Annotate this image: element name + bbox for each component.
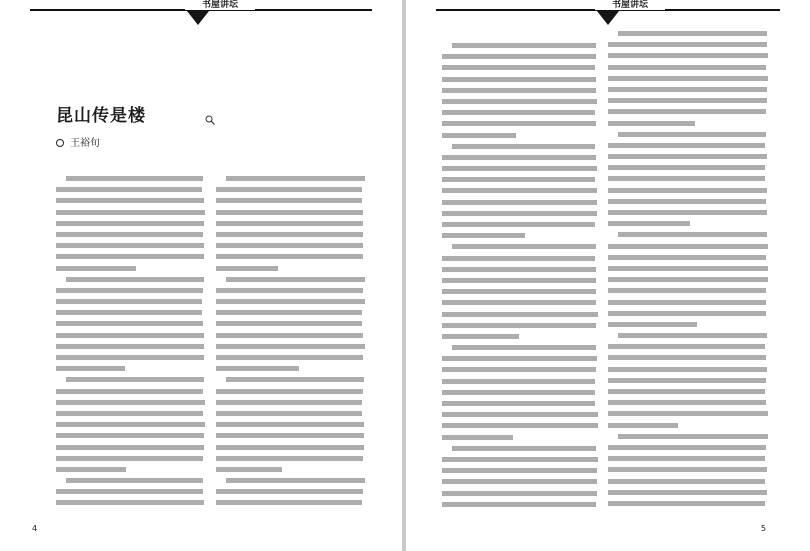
- text-line: [608, 397, 768, 408]
- text-line: [608, 162, 768, 173]
- text-line: [608, 308, 768, 319]
- section-header-label: 书屋讲坛: [185, 0, 255, 10]
- text-line: [56, 341, 205, 352]
- text-line: [442, 376, 598, 387]
- text-line: [56, 442, 205, 453]
- text-line: [442, 309, 598, 320]
- text-line: [442, 85, 598, 96]
- text-line: [56, 173, 205, 184]
- text-line: [442, 163, 598, 174]
- text-line: [442, 331, 598, 342]
- text-line: [608, 297, 768, 308]
- text-line: [216, 251, 365, 262]
- text-line: [608, 229, 768, 240]
- text-line: [56, 453, 205, 464]
- text-line: [608, 73, 768, 84]
- text-line: [442, 275, 598, 286]
- text-line: [608, 28, 768, 39]
- text-line: [608, 319, 768, 330]
- text-line: [608, 408, 768, 419]
- text-line: [442, 342, 598, 353]
- bullet-circle-icon: [56, 139, 64, 147]
- text-line: [608, 129, 768, 140]
- text-line: [56, 408, 205, 419]
- text-line: [56, 274, 205, 285]
- text-line: [56, 195, 205, 206]
- text-line: [608, 39, 768, 50]
- text-line: [442, 152, 598, 163]
- text-line: [608, 151, 768, 162]
- text-line: [56, 475, 205, 486]
- text-line: [442, 174, 598, 185]
- text-line: [216, 374, 365, 385]
- text-line: [442, 443, 598, 454]
- text-line: [216, 229, 365, 240]
- text-line: [216, 330, 365, 341]
- text-line: [608, 420, 768, 431]
- text-line: [216, 408, 365, 419]
- text-line: [216, 419, 365, 430]
- text-line: [442, 409, 598, 420]
- text-line: [216, 307, 365, 318]
- text-line: [56, 307, 205, 318]
- text-line: [56, 207, 205, 218]
- text-line: [608, 241, 768, 252]
- text-line: [216, 341, 365, 352]
- cursor-icon: [205, 115, 215, 125]
- text-line: [56, 486, 205, 497]
- text-line: [442, 353, 598, 364]
- text-line: [608, 487, 768, 498]
- text-line: [442, 130, 598, 141]
- text-line: [442, 499, 598, 510]
- text-line: [608, 364, 768, 375]
- text-line: [56, 419, 205, 430]
- text-line: [442, 230, 598, 241]
- text-line: [56, 229, 205, 240]
- text-line: [442, 297, 598, 308]
- text-line: [56, 184, 205, 195]
- text-line: [608, 106, 768, 117]
- text-line: [216, 274, 365, 285]
- text-line: [216, 442, 365, 453]
- text-line: [56, 330, 205, 341]
- text-line: [608, 431, 768, 442]
- text-line: [608, 498, 768, 509]
- text-line: [442, 40, 598, 51]
- text-line: [442, 264, 598, 275]
- text-line: [56, 386, 205, 397]
- text-line: [216, 184, 365, 195]
- text-line: [56, 363, 205, 374]
- text-line: [216, 464, 365, 475]
- text-line: [442, 96, 598, 107]
- text-line: [442, 286, 598, 297]
- text-line: [56, 218, 205, 229]
- text-line: [442, 197, 598, 208]
- text-line: [442, 141, 598, 152]
- page-number: 5: [760, 524, 766, 533]
- text-line: [608, 207, 768, 218]
- text-line: [56, 251, 205, 262]
- text-line: [608, 285, 768, 296]
- header-triangle-icon: [187, 11, 209, 25]
- text-line: [442, 62, 598, 73]
- page-number: 4: [32, 524, 38, 533]
- text-line: [216, 352, 365, 363]
- text-line: [608, 330, 768, 341]
- text-line: [56, 430, 205, 441]
- text-line: [608, 95, 768, 106]
- text-line: [216, 386, 365, 397]
- text-line: [442, 432, 598, 443]
- text-line: [216, 486, 365, 497]
- body-text-column: [56, 173, 205, 509]
- text-line: [442, 118, 598, 129]
- text-line: [442, 74, 598, 85]
- text-line: [216, 285, 365, 296]
- text-line: [216, 263, 365, 274]
- text-line: [442, 208, 598, 219]
- text-line: [608, 274, 768, 285]
- text-line: [216, 173, 365, 184]
- body-text-column: [608, 28, 768, 509]
- text-line: [56, 352, 205, 363]
- text-line: [216, 296, 365, 307]
- text-line: [442, 253, 598, 264]
- text-line: [608, 185, 768, 196]
- text-line: [608, 375, 768, 386]
- text-line: [608, 84, 768, 95]
- body-text-column: [442, 40, 598, 510]
- body-text-column: [216, 173, 365, 509]
- text-line: [608, 442, 768, 453]
- text-line: [442, 387, 598, 398]
- text-line: [442, 398, 598, 409]
- text-line: [56, 285, 205, 296]
- text-line: [56, 464, 205, 475]
- text-line: [56, 374, 205, 385]
- text-line: [442, 185, 598, 196]
- text-line: [216, 430, 365, 441]
- text-line: [56, 240, 205, 251]
- text-line: [442, 454, 598, 465]
- text-line: [608, 453, 768, 464]
- text-line: [608, 118, 768, 129]
- text-line: [608, 218, 768, 229]
- text-line: [442, 107, 598, 118]
- author-name: 王裕旬: [70, 138, 100, 149]
- text-line: [216, 195, 365, 206]
- text-line: [216, 497, 365, 508]
- text-line: [608, 476, 768, 487]
- header-triangle-icon: [597, 11, 619, 25]
- text-line: [442, 51, 598, 62]
- text-line: [56, 263, 205, 274]
- text-line: [442, 476, 598, 487]
- section-header-label: 书屋讲坛: [595, 0, 665, 10]
- left-page: [0, 0, 402, 551]
- text-line: [608, 140, 768, 151]
- text-line: [608, 252, 768, 263]
- text-line: [608, 263, 768, 274]
- text-line: [216, 318, 365, 329]
- text-line: [216, 453, 365, 464]
- text-line: [442, 465, 598, 476]
- author-line: [56, 134, 100, 149]
- text-line: [608, 62, 768, 73]
- text-line: [216, 397, 365, 408]
- text-line: [608, 341, 768, 352]
- text-line: [216, 218, 365, 229]
- text-line: [442, 364, 598, 375]
- text-line: [608, 464, 768, 475]
- text-line: [216, 475, 365, 486]
- text-line: [442, 219, 598, 230]
- text-line: [442, 488, 598, 499]
- text-line: [216, 240, 365, 251]
- text-line: [608, 196, 768, 207]
- text-line: [608, 173, 768, 184]
- text-line: [56, 397, 205, 408]
- text-line: [608, 50, 768, 61]
- text-line: [216, 207, 365, 218]
- text-line: [442, 420, 598, 431]
- text-line: [56, 318, 205, 329]
- text-line: [216, 363, 365, 374]
- text-line: [56, 497, 205, 508]
- article-title: 昆山传是楼: [56, 106, 146, 126]
- text-line: [608, 386, 768, 397]
- text-line: [608, 352, 768, 363]
- text-line: [442, 320, 598, 331]
- text-line: [56, 296, 205, 307]
- text-line: [442, 241, 598, 252]
- right-page: [406, 0, 810, 551]
